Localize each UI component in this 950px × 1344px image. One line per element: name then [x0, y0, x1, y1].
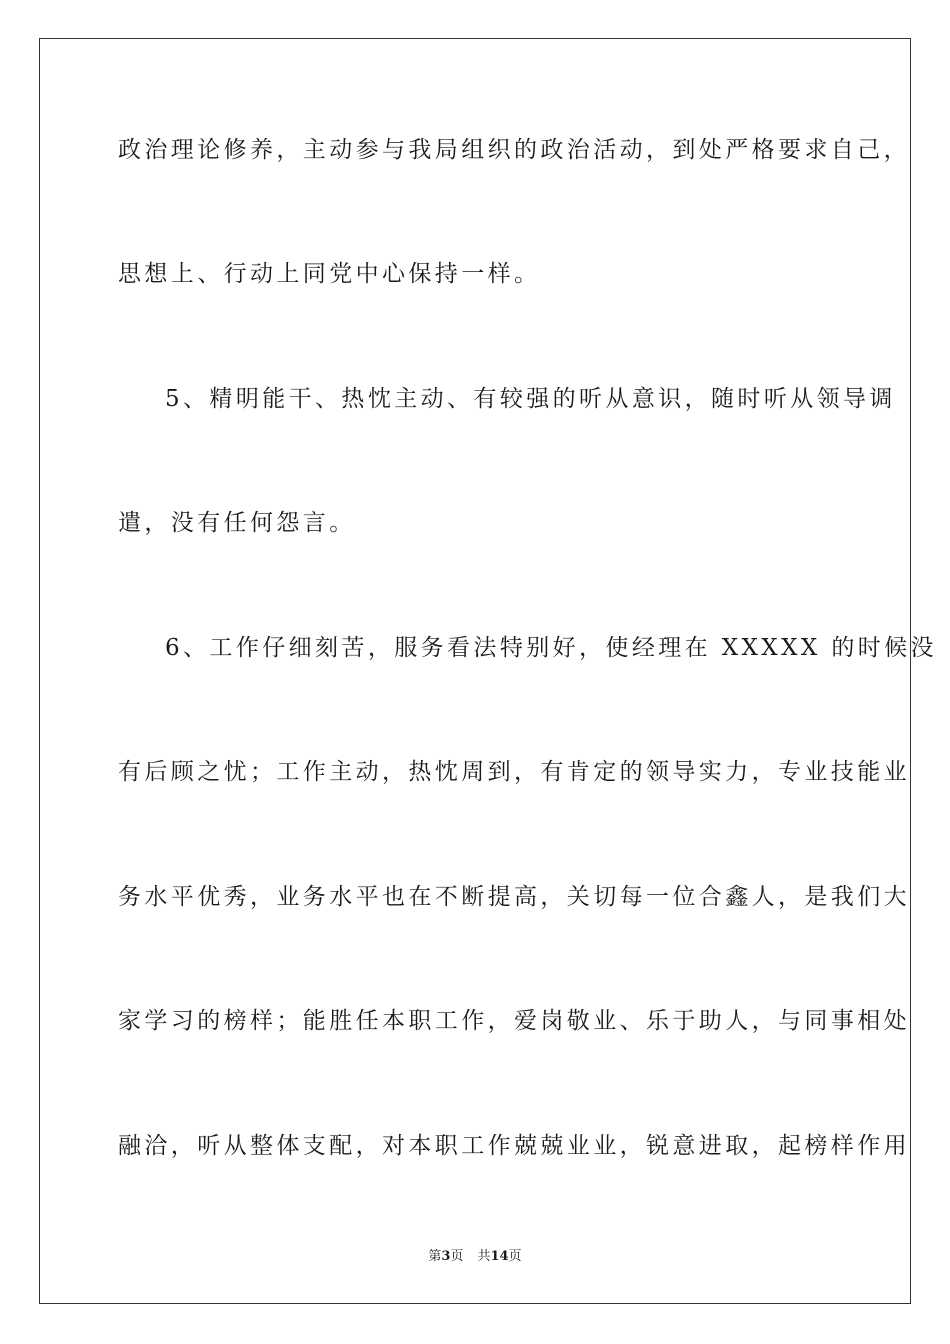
text-line-1: 政治理论修养，主动参与我局组织的政治活动，到处严格要求自己，	[118, 137, 910, 163]
text-line-5: 6、工作仔细刻苦，服务看法特别好，使经理在 XXXXX 的时候没	[165, 635, 937, 661]
text-line-2: 思想上、行动上同党中心保持一样。	[118, 261, 541, 287]
page-border	[39, 38, 911, 1304]
text-line-9: 融洽，听从整体支配，对本职工作兢兢业业，锐意进取，起榜样作用	[118, 1133, 910, 1159]
page-number: 第3页	[428, 1249, 464, 1264]
text-line-6: 有后顾之忧；工作主动，热忱周到，有肯定的领导实力，专业技能业	[118, 759, 910, 785]
page-total: 共14页	[477, 1249, 522, 1264]
text-line-7: 务水平优秀，业务水平也在不断提高，关切每一位合鑫人，是我们大	[118, 884, 910, 910]
text-line-3: 5、精明能干、热忱主动、有较强的听从意识，随时听从领导调	[165, 386, 896, 412]
text-line-8: 家学习的榜样；能胜任本职工作，爱岗敬业、乐于助人，与同事相处	[118, 1008, 910, 1034]
page-footer	[0, 1247, 950, 1267]
text-line-4: 遣，没有任何怨言。	[118, 510, 356, 536]
